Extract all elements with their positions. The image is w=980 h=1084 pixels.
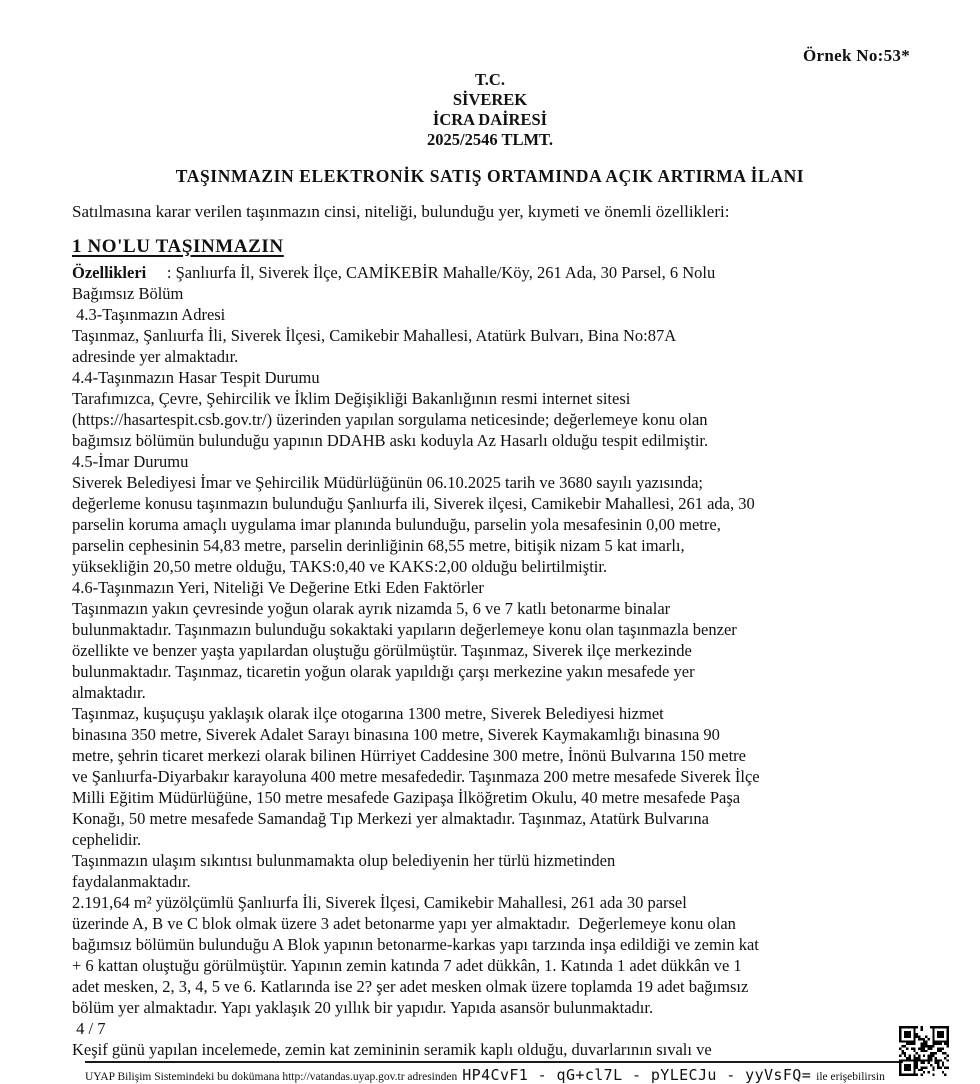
- text-line: adresinde yer almaktadır.: [72, 347, 239, 366]
- text-line: Taşınmazın yakın çevresinde yoğun olarak ayrık nizamda 5, 6 ve 7 katlı betonarme binalar: [72, 599, 671, 618]
- text-line: cephelidir.: [72, 830, 142, 849]
- text-line: üzerinde A, B ve C blok olmak üzere 3 adet betonarme yapı yer almaktadır. Değerlemeye konu olan: [72, 914, 736, 933]
- court-header-line: İCRA DAİRESİ: [432, 110, 548, 129]
- text-line: parselin cephesinin 54,83 metre, parselin derinliğinin 68,55 metre, bitişik nizam 5 kat imarlı,: [72, 536, 685, 555]
- text-line: Keşif günü yapılan incelemede, zemin kat zemininin seramik kaplı olduğu, duvarlarının sıvalı ve: [72, 1040, 712, 1059]
- text-line: Milli Eğitim Müdürlüğüne, 150 metre mesafede Gazipaşa İlköğretim Okulu, 40 metre mesafede Paşa: [72, 788, 741, 807]
- court-header-line: SİVEREK: [452, 90, 528, 109]
- text-line: Taşınmaz, Şanlıurfa İli, Siverek İlçesi, Camikebir Mahallesi, Atatürk Bulvarı, Bina No:87A: [72, 326, 677, 345]
- text-line: faydalanmaktadır.: [72, 872, 191, 891]
- text-line: Siverek Belediyesi İmar ve Şehircilik Müdürlüğünün 06.10.2025 tarih ve 3680 sayılı yazısında;: [72, 473, 704, 492]
- form-number: Örnek No:53*: [802, 46, 910, 65]
- text-line: bağımsız bölümün bulunduğu A Blok yapının betonarme-karkas yapı tarzında inşa edildiği ve zemin kat: [72, 935, 759, 954]
- uyap-footer: [85, 1061, 903, 1084]
- ozellikleri-label: Özellikleri: [72, 263, 147, 282]
- text-line: Taşınmazın ulaşım sıkıntısı bulunmamakta olup belediyenin her türlü hizmetinden: [72, 851, 616, 870]
- document-title: TAŞINMAZIN ELEKTRONİK SATIŞ ORTAMINDA AÇIK ARTIRMA İLANI: [175, 166, 805, 186]
- text-line: Konağı, 50 metre mesafede Samandağ Tıp Merkezi yer almaktadır. Taşınmaz, Atatürk Bulvarına: [72, 809, 709, 828]
- text-line: 4.4-Taşınmazın Hasar Tespit Durumu: [72, 368, 320, 387]
- text-line: değerleme konusu taşınmazın bulunduğu Şanlıurfa ili, Siverek ilçesi, Camikebir Mahallesi, 261 ada, 30: [72, 494, 755, 513]
- body-lines: [72, 283, 912, 1060]
- text-line: ve Şanlıurfa-Diyarbakır karayoluna 400 metre mesafededir. Taşınmaza 200 metre mesafede Siverek İlçe: [72, 767, 760, 786]
- text-line: (https://hasartespit.csb.gov.tr/) üzerinden yapılan sorgulama neticesinde; değerlemeye konu olan: [72, 410, 708, 429]
- text-line: parselin koruma amaçlı uygulama imar planında bulunduğu, parselin yola mesafesinin 0,00 metre,: [72, 515, 721, 534]
- text-line: 4 / 7: [72, 1019, 106, 1038]
- intro-line: Satılmasına karar verilen taşınmazın cinsi, niteliği, bulunduğu yer, kıymeti ve önemli özellikleri:: [72, 202, 730, 221]
- text-line: 4.3-Taşınmazın Adresi: [72, 305, 226, 324]
- text-line: binasına 350 metre, Siverek Adalet Sarayı binasına 100 metre, Siverek Kaymakamlığı binasına 90: [72, 725, 720, 744]
- text-line: Bağımsız Bölüm: [72, 284, 184, 303]
- text-line: + 6 kattan oluştuğu görülmüştür. Yapının zemin katında 7 adet dükkân, 1. Katında 1 adet dükkân ve 1: [72, 956, 742, 975]
- text-line: metre, şehrin ticaret merkezi olarak bilinen Hürriyet Caddesine 300 metre, İnönü Bulvarına 150 metre: [72, 746, 746, 765]
- text-line: adet mesken, 2, 3, 4, 5 ve 6. Katlarında ise 2? şer adet mesken olmak üzere toplamda 19 adet bağımsız: [72, 977, 749, 996]
- text-line: Taşınmaz, kuşuçuşu yaklaşık olarak ilçe otogarına 1300 metre, Siverek Belediyesi hizmet: [72, 704, 664, 723]
- footer-access-suffix: ile erişebilirsin: [816, 1071, 885, 1083]
- text-line: bölüm yer almaktadır. Yapı yaklaşık 20 yıllık bir yapıdır. Yapıda asansör bulunmaktadır.: [72, 998, 654, 1017]
- ozellikleri-value: : Şanlıurfa İl, Siverek İlçe, CAMİKEBİR Mahalle/Köy, 261 Ada, 30 Parsel, 6 Nolu: [146, 263, 716, 282]
- court-header: [0, 70, 980, 150]
- court-header-line: T.C.: [475, 70, 505, 89]
- text-line: yüksekliğin 20,50 metre olduğu, TAKS:0,40 ve KAKS:2,00 olduğu belirtilmiştir.: [72, 557, 608, 576]
- footer-access-code: HP4CvF1 - qG+cl7L - pYLECJu - yyVsFQ=: [462, 1066, 812, 1084]
- text-line: bağımsız bölümün bulunduğu yapının DDAHB askı koduyla Az Hasarlı olduğu tespit edilmiştir.: [72, 431, 709, 450]
- document-body: [72, 262, 912, 1060]
- court-header-line: 2025/2546 TLMT.: [427, 130, 553, 149]
- footer-access-prefix: UYAP Bilişim Sistemindeki bu dokümana http://vatandas.uyap.gov.tr adresinden: [85, 1071, 458, 1083]
- text-line: almaktadır.: [72, 683, 146, 702]
- text-line: özellikte ve benzer yaşta yapılardan oluştuğu görülmüştür. Taşınmaz, Siverek ilçe merkezinde: [72, 641, 692, 660]
- ozellikleri-line: [72, 262, 912, 283]
- section-heading: 1 NO'LU TAŞINMAZIN: [72, 236, 284, 257]
- text-line: Tarafımızca, Çevre, Şehircilik ve İklim Değişikliği Bakanlığının resmi internet sitesi: [72, 389, 631, 408]
- text-line: bulunmaktadır. Taşınmaz, ticaretin yoğun olarak yapıldığı çarşı merkezine yakın mesafede yer: [72, 662, 695, 681]
- text-line: 4.5-İmar Durumu: [72, 452, 189, 471]
- text-line: bulunmaktadır. Taşınmazın bulunduğu sokaktaki yapıların değerlemeye konu olan taşınmazla benzer: [72, 620, 737, 639]
- qr-code-icon: [899, 1026, 949, 1076]
- text-line: 2.191,64 m² yüzölçümlü Şanlıurfa İli, Siverek İlçesi, Camikebir Mahallesi, 261 ada 30 parsel: [72, 893, 687, 912]
- text-line: 4.6-Taşınmazın Yeri, Niteliği Ve Değerine Etki Eden Faktörler: [72, 578, 484, 597]
